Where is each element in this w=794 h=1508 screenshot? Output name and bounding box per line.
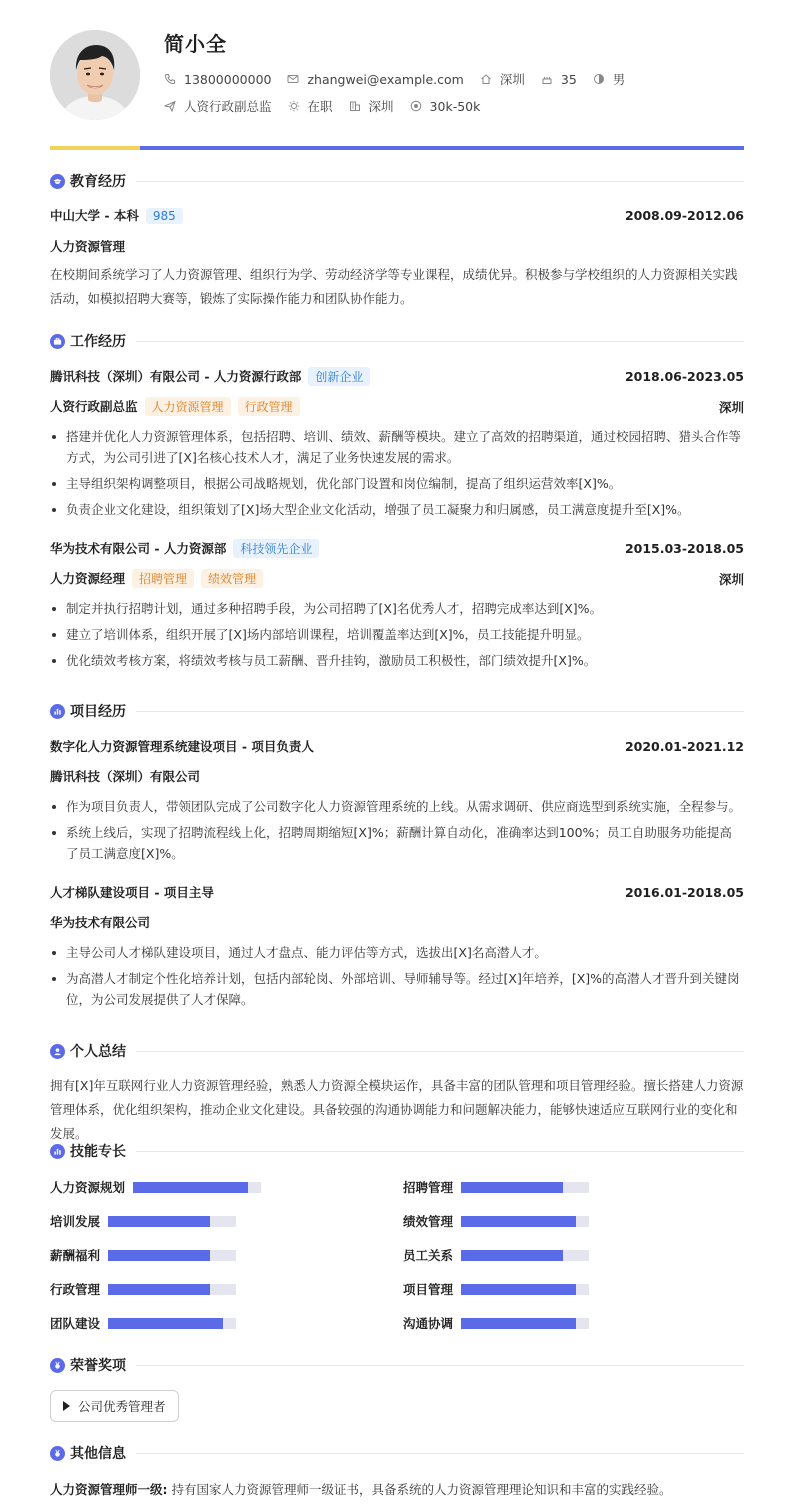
email-text: zhangwei@example.com — [307, 71, 464, 87]
other-info-row — [50, 1480, 744, 1498]
skill-item — [50, 1247, 236, 1263]
work-role-row — [50, 569, 744, 588]
skill-item — [50, 1179, 261, 1195]
education-description: 在校期间系统学习了人力资源管理、组织行为学、劳动经济学等专业课程，成绩优异。积极参与学校组织的人力资源相关实践活动，如模拟招聘大赛等，锻炼了实际操作能力和团队协作能力。 — [50, 267, 738, 306]
education-major: 人力资源管理 — [50, 239, 126, 254]
skill-bar-track — [461, 1182, 589, 1193]
skill-tag: 招聘管理 — [132, 569, 194, 588]
salary-item — [410, 99, 481, 114]
section-heading: 个人总结 — [70, 1044, 126, 1060]
list-item: 建立了培训体系，组织开展了[X]场内部培训课程，培训覆盖率达到[X]%，员工技能提升明显。 — [50, 624, 744, 645]
education-school — [50, 206, 183, 224]
skill-bar-fill — [461, 1318, 576, 1329]
skill-item — [403, 1281, 589, 1297]
work-role-row — [50, 397, 744, 416]
position-text: 人资行政副总监 — [184, 99, 272, 114]
awards-section-title — [50, 1355, 744, 1375]
section-divider — [136, 1453, 744, 1454]
section-heading: 工作经历 — [70, 334, 126, 350]
award-label: 公司优秀管理者 — [78, 1399, 166, 1414]
list-item: 作为项目负责人，带领团队完成了公司数字化人力资源管理系统的上线。从需求调研、供应商选型到系统实施，全程参与。 — [50, 796, 744, 817]
list-item: 负责企业文化建设，组织策划了[X]场大型企业文化活动，增强了员工凝聚力和归属感，员工满意度提升至[X]%。 — [50, 499, 744, 520]
section-divider — [136, 341, 744, 342]
gender-text: 男 — [612, 72, 626, 87]
skill-bar-track — [461, 1284, 589, 1295]
education-period: 2008.09-2012.06 — [624, 207, 744, 223]
skill-item — [403, 1213, 589, 1229]
job-title: 人力资源经理 — [50, 571, 126, 586]
list-item: 系统上线后，实现了招聘流程线上化，招聘周期缩短[X]%；薪酬计算自动化，准确率达到100%；员工自助服务功能提高了员工满意度[X]%。 — [50, 822, 744, 864]
bar-chart-icon — [50, 704, 65, 719]
project-bullets — [50, 942, 744, 1015]
work-bullets — [50, 598, 744, 676]
work-bullets — [50, 426, 744, 525]
skill-name: 招聘管理 — [403, 1180, 454, 1195]
mail-icon — [287, 73, 299, 85]
section-divider — [136, 181, 744, 182]
skill-name: 员工关系 — [403, 1248, 454, 1263]
work-city: 深圳 — [718, 571, 744, 587]
play-icon — [63, 1401, 70, 1411]
resume-page — [50, 0, 744, 1497]
skill-item — [50, 1281, 236, 1297]
home-icon — [480, 73, 492, 85]
project-period: 2016.01-2018.05 — [624, 884, 744, 900]
company-tag: 科技领先企业 — [233, 539, 319, 558]
project-org: 腾讯科技（深圳）有限公司 — [50, 769, 201, 784]
skill-bar-track — [133, 1182, 261, 1193]
status-text: 在职 — [307, 99, 333, 114]
skill-tag: 人力资源管理 — [145, 397, 231, 416]
skill-name: 培训发展 — [50, 1214, 101, 1229]
school-name: 中山大学 - 本科 — [50, 208, 139, 223]
section-divider — [136, 1365, 744, 1366]
project-org: 华为技术有限公司 — [50, 915, 151, 930]
skill-name: 行政管理 — [50, 1282, 101, 1297]
section-divider — [136, 1051, 744, 1052]
skill-bar-track — [461, 1318, 589, 1329]
bar-chart-icon — [50, 1144, 65, 1159]
section-divider — [136, 1151, 744, 1152]
work-role — [50, 569, 263, 588]
projects-section-title — [50, 701, 744, 721]
section-heading: 其他信息 — [70, 1446, 126, 1462]
phone-icon — [164, 73, 176, 85]
skill-bar-fill — [461, 1216, 576, 1227]
phone-text: 13800000000 — [184, 71, 272, 87]
status-item — [288, 97, 333, 115]
skills-section-title — [50, 1141, 744, 1161]
target-city-text: 深圳 — [368, 99, 394, 114]
skill-tag: 绩效管理 — [201, 569, 263, 588]
summary-section-title — [50, 1041, 744, 1061]
work-period: 2018.06-2023.05 — [624, 369, 744, 384]
target-city-item — [349, 97, 394, 115]
skill-bar-fill — [108, 1216, 210, 1227]
skill-item — [50, 1315, 236, 1331]
company-tag: 创新企业 — [308, 367, 370, 386]
building-icon — [349, 100, 361, 112]
medal-icon — [50, 1446, 65, 1461]
medal-icon — [50, 1358, 65, 1373]
skill-bar-fill — [108, 1284, 210, 1295]
skill-name: 薪酬福利 — [50, 1248, 101, 1263]
work-company — [50, 367, 370, 386]
section-heading: 教育经历 — [70, 174, 126, 190]
school-tag: 985 — [146, 208, 183, 224]
project-name: 数字化人力资源管理系统建设项目 - 项目负责人 — [50, 739, 314, 754]
resume-header — [50, 0, 744, 146]
work-period: 2015.03-2018.05 — [624, 541, 744, 556]
other-info-text: 持有国家人力资源管理师一级证书，具备系统的人力资源管理理论知识和丰富的实践经验。 — [171, 1482, 672, 1497]
skill-bar-track — [108, 1250, 236, 1261]
skill-bar-fill — [108, 1250, 210, 1261]
education-header — [50, 206, 744, 224]
skill-bar-track — [108, 1216, 236, 1227]
gender-item — [593, 70, 626, 88]
section-divider — [136, 711, 744, 712]
candidate-name: 简小全 — [164, 32, 227, 56]
skill-item — [403, 1315, 589, 1331]
skill-bar-track — [461, 1216, 589, 1227]
company-name: 腾讯科技（深圳）有限公司 - 人力资源行政部 — [50, 369, 302, 384]
job-info-row — [164, 97, 496, 115]
location-item — [480, 70, 525, 88]
summary-text: 拥有[X]年互联网行业人力资源管理经验，熟悉人力资源全模块运作，具备丰富的团队管理和项目管理经验。擅长搭建人力资源管理体系，优化组织架构，推动企业文化建设。具备较强的沟通协调能力和问题解决能力，能够快速适应互联网行业的变化和发展。 — [50, 1078, 744, 1141]
project-period: 2020.01-2021.12 — [624, 738, 744, 754]
list-item: 制定并执行招聘计划，通过多种招聘手段，为公司招聘了[X]名优秀人才，招聘完成率达到[X]%。 — [50, 598, 744, 619]
work-section-title — [50, 331, 744, 351]
skill-bar-fill — [461, 1250, 563, 1261]
cake-icon — [541, 73, 553, 85]
other-section-title — [50, 1443, 744, 1463]
work-entry-header — [50, 367, 744, 386]
award-chip — [50, 1390, 179, 1422]
skill-item — [403, 1179, 589, 1195]
briefcase-icon — [50, 334, 65, 349]
section-heading: 技能专长 — [70, 1144, 126, 1160]
list-item: 主导组织架构调整项目，根据公司战略规划，优化部门设置和岗位编制，提高了组织运营效率[X]%。 — [50, 473, 744, 494]
skill-name: 绩效管理 — [403, 1214, 454, 1229]
skill-bar-fill — [461, 1182, 563, 1193]
skill-bar-track — [461, 1250, 589, 1261]
skill-name: 项目管理 — [403, 1282, 454, 1297]
skill-name: 沟通协调 — [403, 1316, 454, 1331]
skill-bar-fill — [461, 1284, 576, 1295]
other-info-label: 人力资源管理师一级: — [50, 1482, 168, 1497]
work-role — [50, 397, 300, 416]
work-entry-header — [50, 539, 744, 558]
salary-text: 30k-50k — [429, 98, 481, 114]
email-item — [287, 72, 463, 87]
location-text: 深圳 — [499, 72, 525, 87]
header-divider-accent — [50, 146, 140, 150]
project-bullets — [50, 796, 744, 869]
section-heading: 项目经历 — [70, 704, 126, 720]
list-item: 为高潜人才制定个性化培养计划，包括内部轮岗、外部培训、导师辅导等。经过[X]年培养，[X]%的高潜人才晋升到关键岗位，为公司发展提供了人才保障。 — [50, 968, 744, 1010]
list-item: 搭建并优化人力资源管理体系，包括招聘、培训、绩效、薪酬等模块。建立了高效的招聘渠道，通过校园招聘、猎头合作等方式，为公司引进了[X]名核心技术人才，满足了业务快速发展的需求。 — [50, 426, 744, 468]
sun-icon — [288, 100, 300, 112]
project-header — [50, 883, 744, 901]
skill-name: 人力资源规划 — [50, 1180, 126, 1195]
list-item: 主导公司人才梯队建设项目，通过人才盘点、能力评估等方式，选拔出[X]名高潜人才。 — [50, 942, 744, 963]
age-item — [541, 72, 577, 87]
graduation-cap-icon — [50, 174, 65, 189]
work-company — [50, 539, 319, 558]
job-title: 人资行政副总监 — [50, 399, 138, 414]
send-icon — [164, 100, 176, 112]
coin-icon — [410, 100, 422, 112]
position-item — [164, 97, 272, 115]
skill-bar-track — [108, 1318, 236, 1329]
gender-icon — [593, 73, 605, 85]
header-divider — [50, 146, 744, 150]
education-section-title — [50, 171, 744, 191]
project-name: 人才梯队建设项目 - 项目主导 — [50, 885, 214, 900]
skill-item — [403, 1247, 589, 1263]
work-city: 深圳 — [718, 399, 744, 415]
company-name: 华为技术有限公司 - 人力资源部 — [50, 541, 227, 556]
project-header — [50, 737, 744, 755]
list-item: 优化绩效考核方案，将绩效考核与员工薪酬、晋升挂钩，激励员工积极性，部门绩效提升[X]%。 — [50, 650, 744, 671]
skill-bar-track — [108, 1284, 236, 1295]
user-icon — [50, 1044, 65, 1059]
skill-bar-fill — [108, 1318, 223, 1329]
phone-item — [164, 72, 271, 87]
skill-name: 团队建设 — [50, 1316, 101, 1331]
avatar — [50, 30, 140, 120]
contact-row — [164, 70, 641, 88]
age-text: 35 — [560, 71, 577, 87]
skill-bar-fill — [133, 1182, 248, 1193]
skill-tag: 行政管理 — [238, 397, 300, 416]
skill-item — [50, 1213, 236, 1229]
section-heading: 荣誉奖项 — [70, 1358, 126, 1374]
